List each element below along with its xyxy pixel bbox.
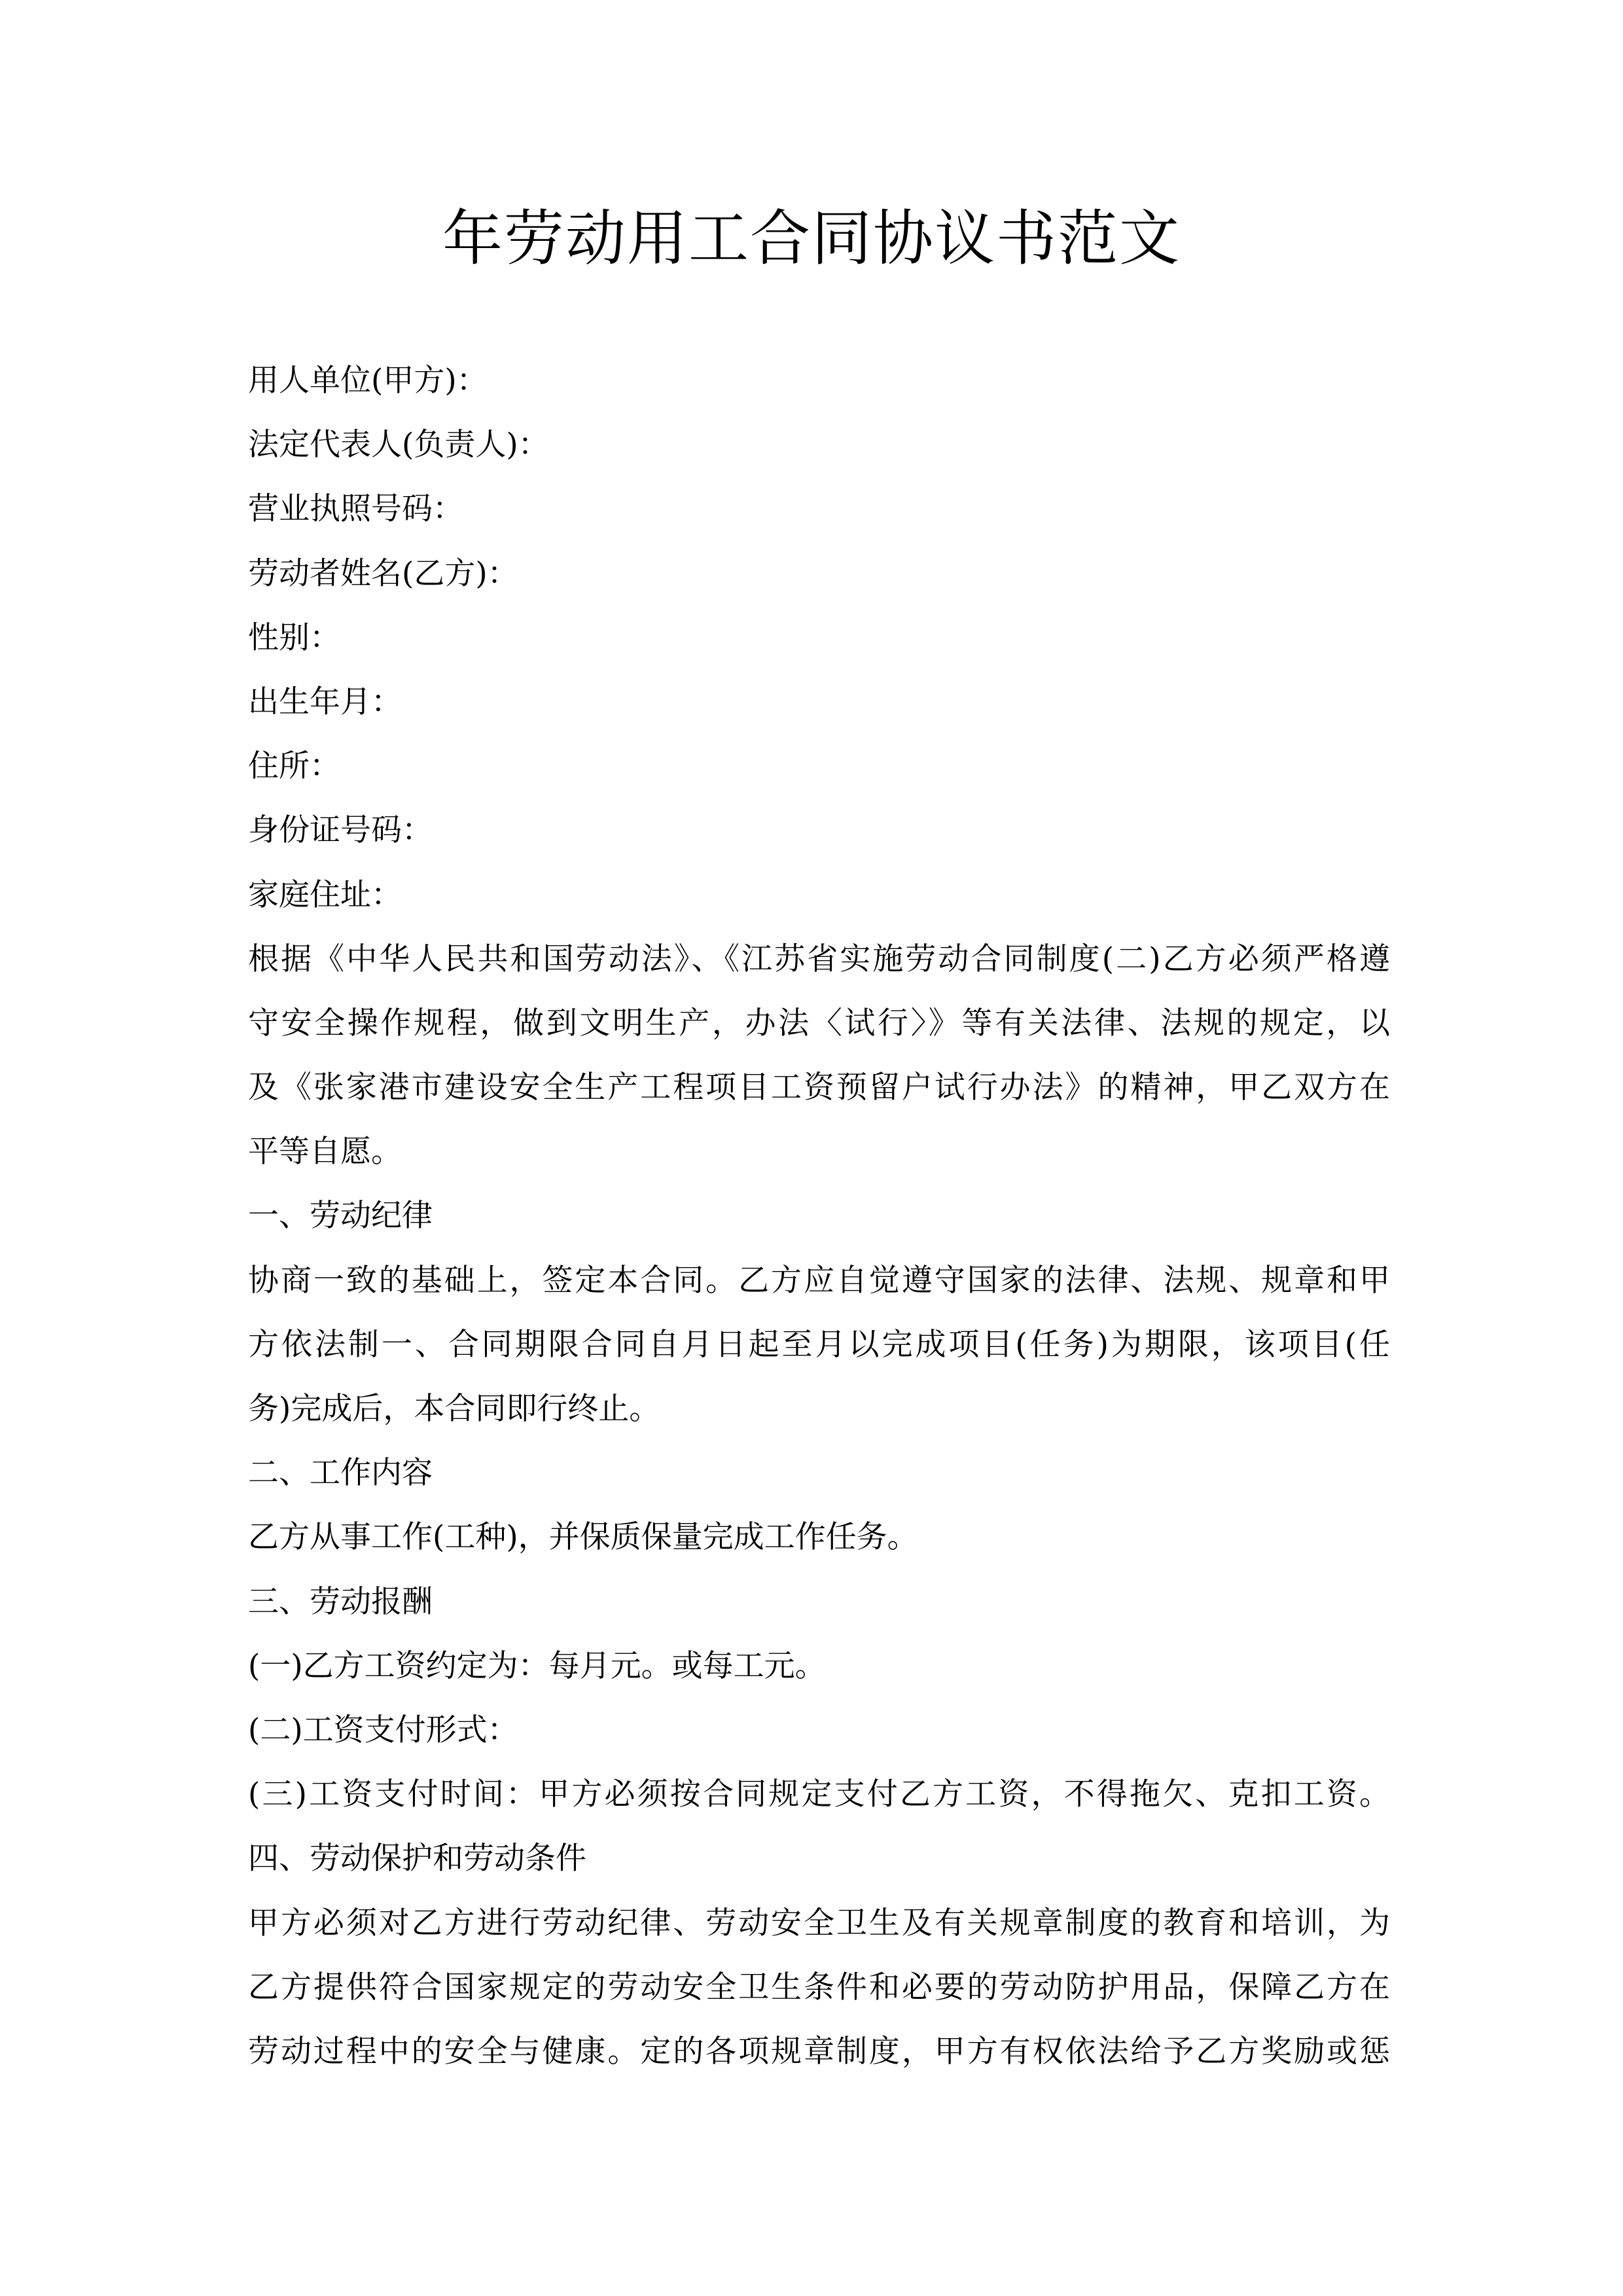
paragraph-line: 及《张家港市建设安全生产工程项目工资预留户试行办法》的精神，甲乙双方在 <box>248 1069 1390 1106</box>
paragraph-line: 协商一致的基础上，签定本合同。乙方应自觉遵守国家的法律、法规、规章和甲 <box>248 1262 1390 1299</box>
paragraph-line: 劳动者姓名(乙方)： <box>248 555 518 592</box>
paragraph-line: 乙方从事工作(工种)，并保质保量完成工作任务。 <box>248 1519 918 1556</box>
paragraph-line: 四、劳动保护和劳动条件 <box>248 1840 586 1877</box>
paragraph-line: 二、工作内容 <box>248 1455 433 1492</box>
document-title: 年劳动用工合同协议书范文 <box>442 204 1181 274</box>
paragraph-line: 法定代表人(负责人)： <box>248 427 549 463</box>
paragraph-line: (一)乙方工资约定为：每月元。或每工元。 <box>248 1647 826 1684</box>
paragraph-line: 一、劳动纪律 <box>248 1198 433 1234</box>
paragraph-line: (三)工资支付时间：甲方必须按合同规定支付乙方工资，不得拖欠、克扣工资。 <box>248 1776 1390 1813</box>
paragraph-line: 用人单位(甲方)： <box>248 363 488 399</box>
paragraph-line: 方依法制一、合同期限合同自月日起至月以完成项目(任务)为期限，该项目(任 <box>248 1326 1390 1363</box>
paragraph-line: 家庭住址： <box>248 876 402 913</box>
paragraph-line: 营业执照号码： <box>248 491 463 528</box>
paragraph-line: 甲方必须对乙方进行劳动纪律、劳动安全卫生及有关规章制度的教育和培训，为 <box>248 1905 1390 1941</box>
paragraph-line: 性别： <box>248 619 340 656</box>
paragraph-line: (二)工资支付形式： <box>248 1712 518 1748</box>
paragraph-line: 住所： <box>248 748 340 785</box>
paragraph-line: 身份证号码： <box>248 812 433 849</box>
paragraph-line: 根据《中华人民共和国劳动法》、《江苏省实施劳动合同制度(二)乙方必须严格遵 <box>248 941 1390 977</box>
document-body <box>248 349 1390 2084</box>
paragraph-line: 劳动过程中的安全与健康。定的各项规章制度，甲方有权依法给予乙方奖励或惩 <box>248 2033 1390 2070</box>
paragraph-line: 乙方提供符合国家规定的劳动安全卫生条件和必要的劳动防护用品，保障乙方在 <box>248 1969 1390 2005</box>
paragraph-line: 三、劳动报酬 <box>248 1583 433 1620</box>
paragraph-line: 务)完成后，本合同即行终止。 <box>248 1391 660 1427</box>
paragraph-line: 平等自愿。 <box>248 1134 402 1170</box>
paragraph-line: 出生年月： <box>248 683 402 720</box>
paragraph-line: 守安全操作规程，做到文明生产，办法〈试行〉》等有关法律、法规的规定，以 <box>248 1005 1390 1041</box>
